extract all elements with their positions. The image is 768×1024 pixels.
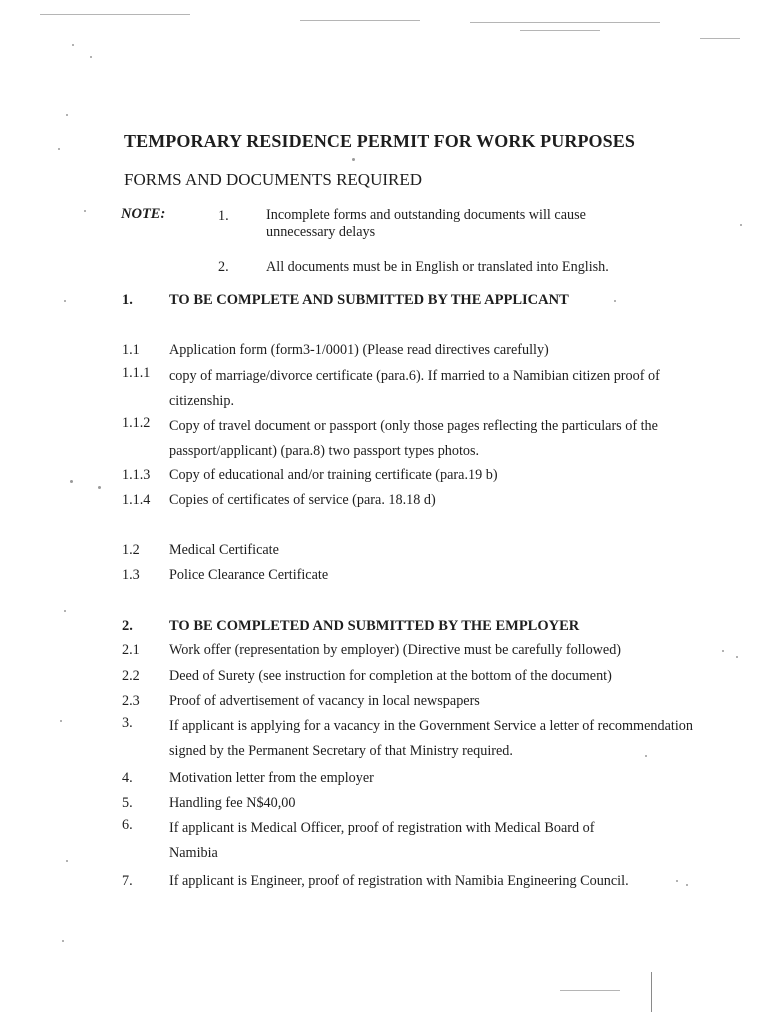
list-item-number: 1.1 [122,342,140,358]
list-item-number: 6. [122,817,133,833]
list-item-number: 1.1.2 [122,415,151,431]
list-item-number: 1.1.3 [122,467,151,483]
list-item-number: 1.3 [122,567,140,583]
list-item-number: 1.1.1 [122,365,151,381]
section-number: 2. [122,618,133,634]
note-item-number: 2. [218,259,229,275]
list-item-text: Copy of educational and/or training certificate (para.19 b) [169,467,498,483]
list-item-text: Proof of advertisement of vacancy in local newspapers [169,693,480,709]
list-item-number: 4. [122,770,133,786]
document-subtitle: FORMS AND DOCUMENTS REQUIRED [124,170,423,189]
list-item-number: 1.2 [122,542,140,558]
note-item-number: 1. [218,208,229,224]
list-item-text: Copy of travel document or passport (only those pages reflecting the particulars of the passport/applicant) (para.8) two passport types photos. [169,418,658,459]
list-item-number: 2.3 [122,693,140,709]
list-item-text: If applicant is Medical Officer, proof of registration with Medical Board of Namibia [169,820,595,861]
note-item-text: Incomplete forms and outstanding documents will cause unnecessary delays [266,207,586,240]
list-item-number: 5. [122,795,133,811]
list-item-text: If applicant is Engineer, proof of registration with Namibia Engineering Council. [169,873,629,889]
list-item-text: Police Clearance Certificate [169,567,329,583]
list-item-text: Copies of certificates of service (para. 18.18 d) [169,492,436,508]
list-item-number: 2.2 [122,668,140,684]
section-title: TO BE COMPLETE AND SUBMITTED BY THE APPLICANT [169,292,569,308]
list-item-text: copy of marriage/divorce certificate (para.6). If married to a Namibian citizen proof of citizenship. [169,368,660,409]
list-item-number: 7. [122,873,133,889]
list-item-text: If applicant is applying for a vacancy in the Government Service a letter of recommendation signed by the Permanent Secretary of that Ministry required. [169,718,693,759]
list-item-text: Handling fee N$40,00 [169,795,296,811]
list-item-number: 3. [122,715,133,731]
list-item-text: Motivation letter from the employer [169,770,374,786]
list-item-text: Deed of Surety (see instruction for completion at the bottom of the document) [169,668,612,684]
section-title: TO BE COMPLETED AND SUBMITTED BY THE EMPLOYER [169,618,580,634]
list-item-text: Medical Certificate [169,542,279,558]
section-number: 1. [122,292,133,308]
note-item-text: All documents must be in English or translated into English. [266,259,609,275]
note-label: NOTE: [121,206,166,222]
list-item-text: Work offer (representation by employer) (Directive must be carefully followed) [169,642,622,658]
list-item-number: 1.1.4 [122,492,151,508]
list-item-text: Application form (form3-1/0001) (Please read directives carefully) [169,342,549,358]
document-title: TEMPORARY RESIDENCE PERMIT FOR WORK PURPOSES [124,131,635,151]
list-item-number: 2.1 [122,642,140,658]
